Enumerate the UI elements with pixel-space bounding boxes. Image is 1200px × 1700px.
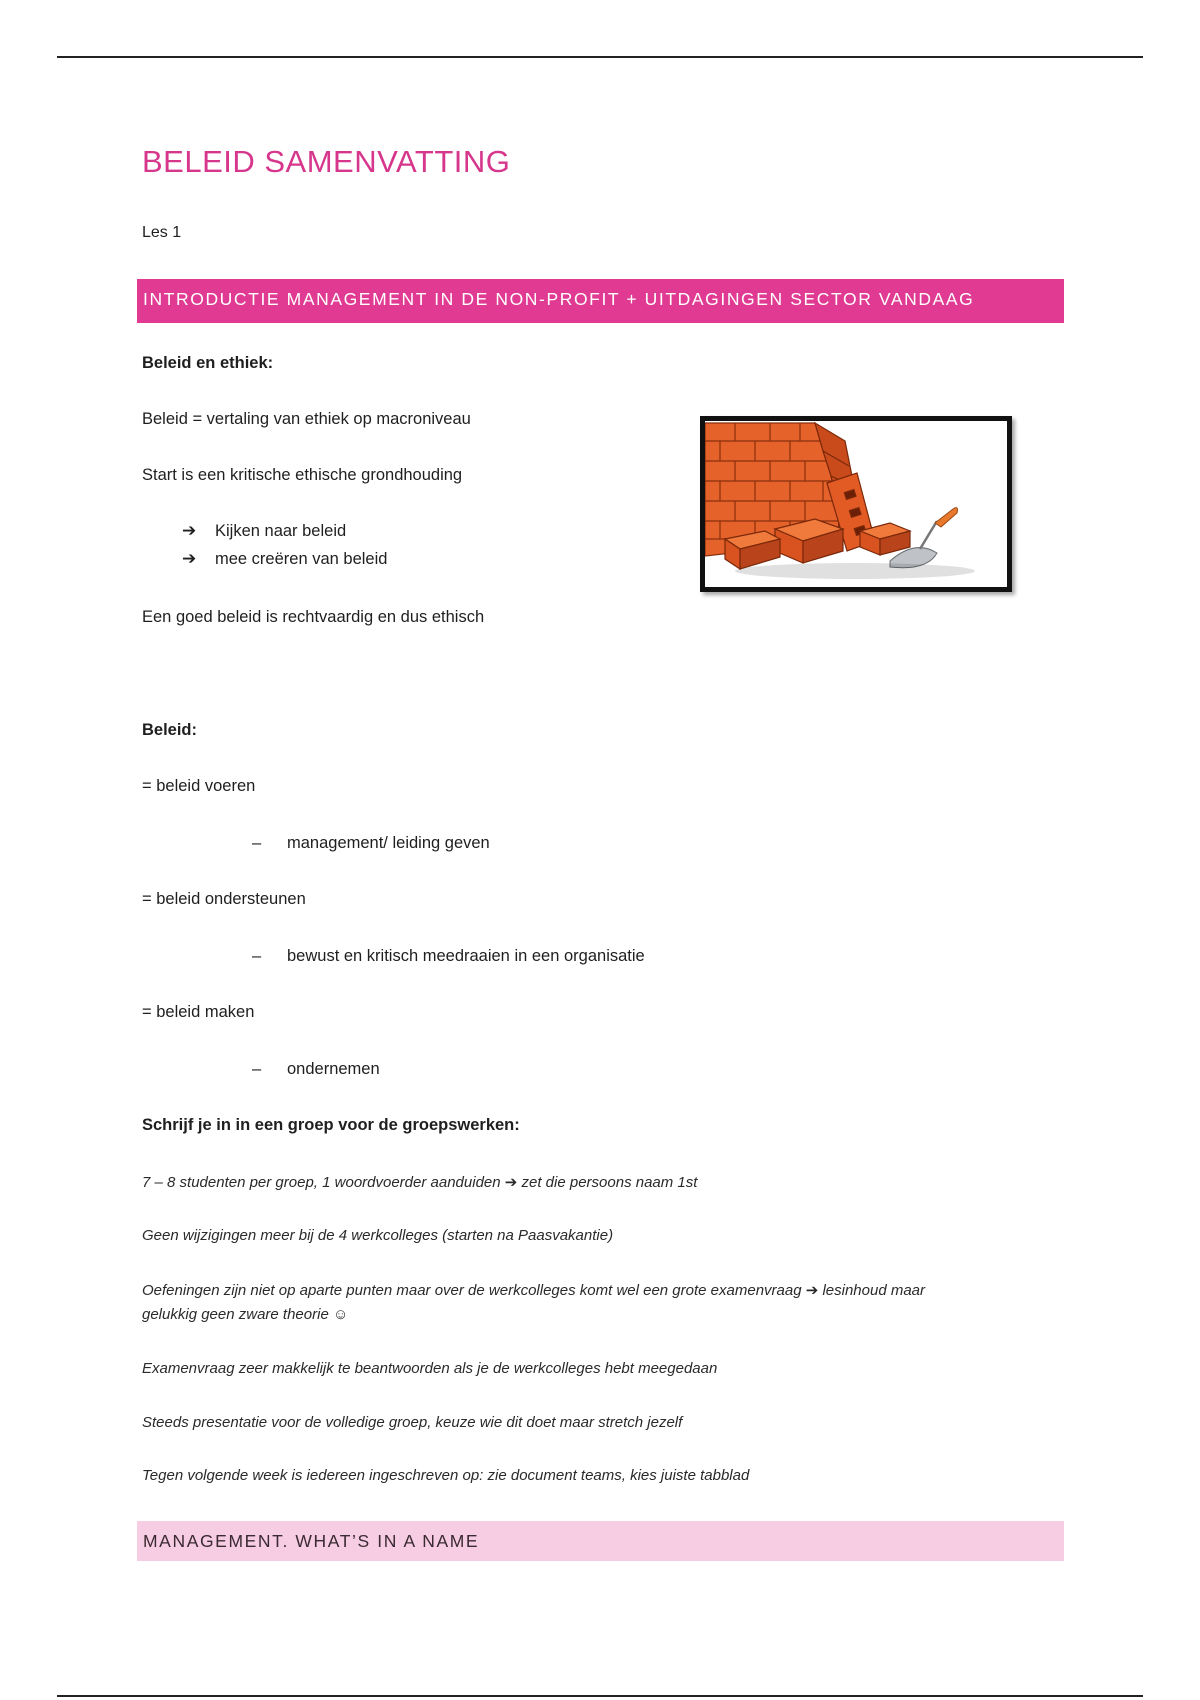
footer-rule xyxy=(57,1695,1143,1697)
note-line: gelukkig geen zware theorie ☺ xyxy=(142,1306,349,1323)
paragraph-goed-beleid: Een goed beleid is rechtvaardig en dus ethisch xyxy=(142,608,485,626)
section-heading-introductie: INTRODUCTIE MANAGEMENT IN DE NON-PROFIT + UITDAGINGEN SECTOR VANDAAG xyxy=(137,279,1064,323)
dash-bullet: – xyxy=(252,1060,262,1078)
header-rule xyxy=(57,56,1143,58)
dash-bullet: – xyxy=(252,947,262,965)
document-title: BELEID SAMENVATTING xyxy=(142,144,511,179)
note-line: Oefeningen zijn niet op aparte punten maar over de werkcolleges komt wel een grote examenvraag ➔ lesinhoud maar xyxy=(142,1282,926,1299)
list-item: = beleid maken xyxy=(142,1003,255,1021)
list-item: Kijken naar beleid xyxy=(215,522,347,540)
arrow-right-icon: ➔ xyxy=(182,549,197,568)
list-item: bewust en kritisch meedraaien in een organisatie xyxy=(287,947,645,965)
paragraph-start: Start is een kritische ethische grondhouding xyxy=(142,466,463,484)
note-line: Steeds presentatie voor de volledige groep, keuze wie dit doet maar stretch jezelf xyxy=(142,1414,683,1431)
subheading-groepswerken: Schrijf je in in een groep voor de groepswerken: xyxy=(142,1116,520,1134)
note-line: Geen wijzigingen meer bij de 4 werkcolleges (starten na Paasvakantie) xyxy=(142,1227,614,1244)
list-item: = beleid voeren xyxy=(142,777,256,795)
subheading-beleid: Beleid: xyxy=(142,721,198,739)
note-line: 7 – 8 studenten per groep, 1 woordvoerder aanduiden ➔ zet die persoons naam 1st xyxy=(142,1174,698,1191)
arrow-right-icon: ➔ xyxy=(182,521,197,540)
note-line: Tegen volgende week is iedereen ingeschreven op: zie document teams, kies juiste tabblad xyxy=(142,1467,750,1484)
note-line: Examenvraag zeer makkelijk te beantwoorden als je de werkcolleges hebt meegedaan xyxy=(142,1360,718,1377)
section-heading-management: MANAGEMENT. WHAT’S IN A NAME xyxy=(137,1521,1064,1561)
lesson-label: Les 1 xyxy=(142,224,182,241)
list-item: = beleid ondersteunen xyxy=(142,890,306,908)
list-item: mee creëren van beleid xyxy=(215,550,388,568)
paragraph-beleid-definitie: Beleid = vertaling van ethiek op macroniveau xyxy=(142,410,471,428)
list-item: management/ leiding geven xyxy=(287,834,490,852)
dash-bullet: – xyxy=(252,834,262,852)
list-item: ondernemen xyxy=(287,1060,380,1078)
bricks-trowel-image xyxy=(700,416,1012,592)
subheading-beleid-en-ethiek: Beleid en ethiek: xyxy=(142,354,274,372)
